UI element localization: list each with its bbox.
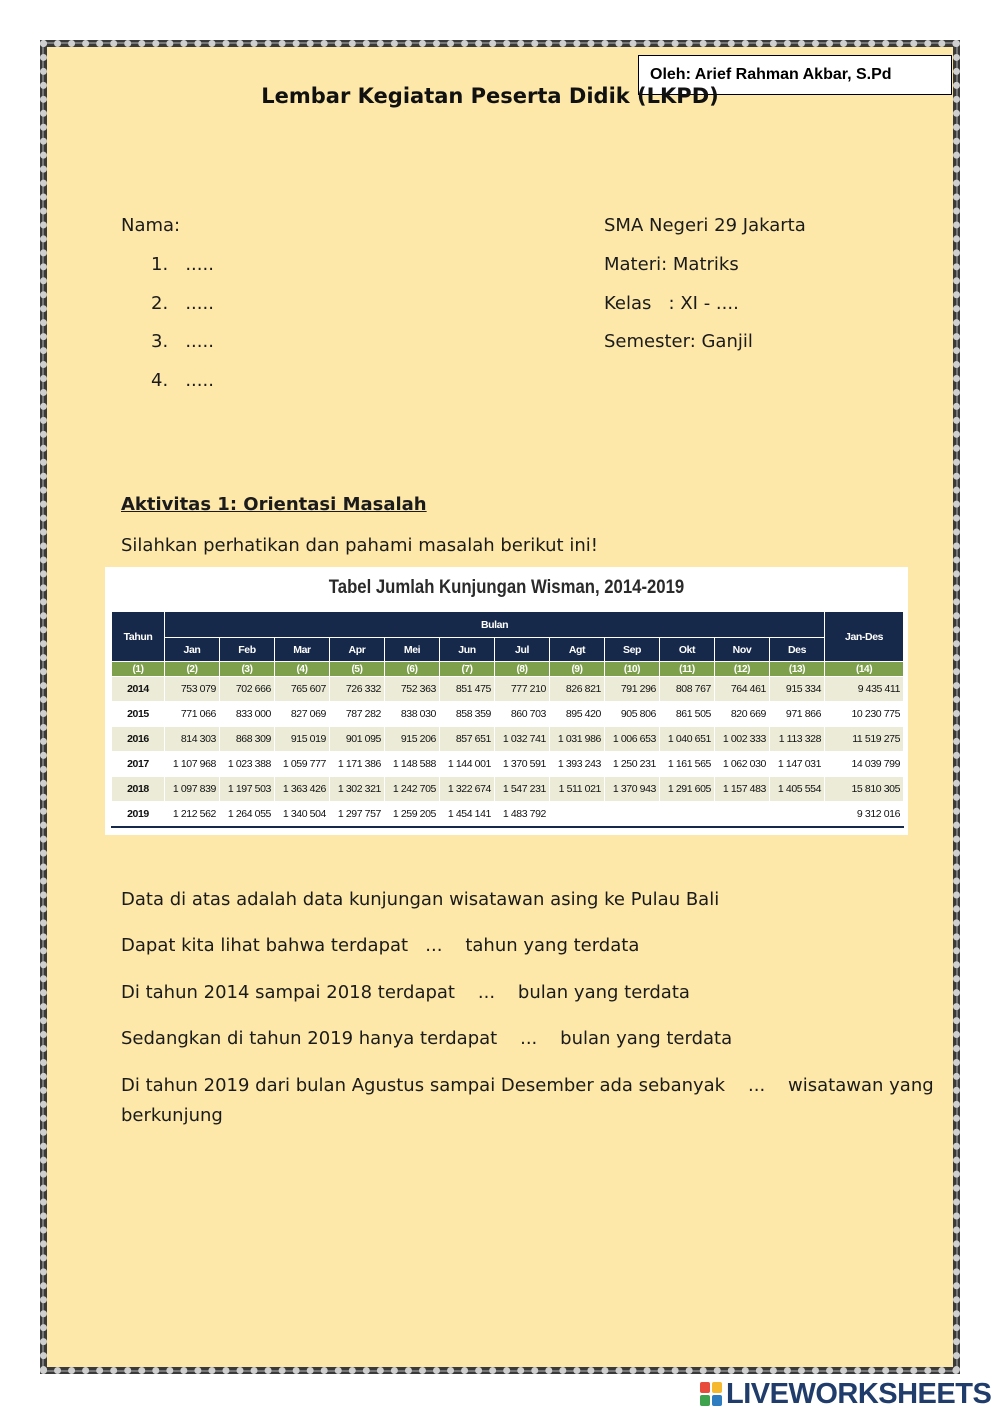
column-number: (10) xyxy=(605,662,660,677)
value-cell: 1 370 591 xyxy=(495,752,550,777)
value-cell: 838 030 xyxy=(385,702,440,727)
total-cell: 15 810 305 xyxy=(825,777,904,802)
name-line-2: 2. ..... xyxy=(151,293,214,314)
value-cell: 1 370 943 xyxy=(605,777,660,802)
header-month: Feb xyxy=(220,638,275,662)
value-cell: 1 113 328 xyxy=(770,727,825,752)
header-month: Apr xyxy=(330,638,385,662)
value-cell: 787 282 xyxy=(330,702,385,727)
header-month: Mar xyxy=(275,638,330,662)
value-cell: 1 511 021 xyxy=(550,777,605,802)
total-cell: 10 230 775 xyxy=(825,702,904,727)
value-cell: 915 206 xyxy=(385,727,440,752)
value-cell: 1 147 031 xyxy=(770,752,825,777)
value-cell xyxy=(605,802,660,828)
value-cell: 1 006 653 xyxy=(605,727,660,752)
column-number: (2) xyxy=(165,662,220,677)
total-cell: 9 312 016 xyxy=(825,802,904,828)
value-cell: 1 023 388 xyxy=(220,752,275,777)
year-cell: 2018 xyxy=(112,777,165,802)
table-row xyxy=(112,777,904,802)
column-number: (11) xyxy=(660,662,715,677)
value-cell: 765 607 xyxy=(275,677,330,702)
column-number: (4) xyxy=(275,662,330,677)
value-cell: 820 669 xyxy=(715,702,770,727)
column-number: (8) xyxy=(495,662,550,677)
value-cell: 857 651 xyxy=(440,727,495,752)
school-name: SMA Negeri 29 Jakarta xyxy=(604,215,806,236)
table-row xyxy=(112,752,904,777)
activity-title: Aktivitas 1: Orientasi Masalah xyxy=(121,494,427,515)
column-number: (3) xyxy=(220,662,275,677)
tourist-visit-table xyxy=(105,567,908,835)
visit-data-table xyxy=(111,611,904,828)
value-cell xyxy=(660,802,715,828)
materi: Materi: Matriks xyxy=(604,254,739,275)
author-box: Oleh: Arief Rahman Akbar, S.Pd xyxy=(638,55,952,95)
liveworksheets-wordmark: LIVEWORKSHEETS xyxy=(726,1377,992,1410)
question-4-line-2: berkunjung xyxy=(121,1105,223,1126)
value-cell: 827 069 xyxy=(275,702,330,727)
question-4-line-1: Di tahun 2019 dari bulan Agustus sampai Desember ada sebanyak ... wisatawan yang xyxy=(121,1075,934,1096)
semester: Semester: Ganjil xyxy=(604,331,753,352)
column-number: (7) xyxy=(440,662,495,677)
value-cell: 764 461 xyxy=(715,677,770,702)
header-month: Okt xyxy=(660,638,715,662)
value-cell: 1 148 588 xyxy=(385,752,440,777)
value-cell: 808 767 xyxy=(660,677,715,702)
column-number: (5) xyxy=(330,662,385,677)
value-cell: 1 002 333 xyxy=(715,727,770,752)
header-month: Nov xyxy=(715,638,770,662)
column-number: (13) xyxy=(770,662,825,677)
value-cell: 861 505 xyxy=(660,702,715,727)
value-cell: 868 309 xyxy=(220,727,275,752)
header-month: Mei xyxy=(385,638,440,662)
value-cell: 1 259 205 xyxy=(385,802,440,828)
table-row xyxy=(112,677,904,702)
year-cell: 2017 xyxy=(112,752,165,777)
table-row xyxy=(112,802,904,828)
header-total: Jan-Des xyxy=(825,612,904,662)
value-cell: 753 079 xyxy=(165,677,220,702)
value-cell: 777 210 xyxy=(495,677,550,702)
name-line-4: 4. ..... xyxy=(151,370,214,391)
table-title: Tabel Jumlah Kunjungan Wisman, 2014-2019 xyxy=(328,577,685,598)
value-cell xyxy=(770,802,825,828)
value-cell: 1 322 674 xyxy=(440,777,495,802)
value-cell: 814 303 xyxy=(165,727,220,752)
value-cell: 1 483 792 xyxy=(495,802,550,828)
value-cell: 791 296 xyxy=(605,677,660,702)
column-number-row xyxy=(112,662,904,677)
header-month: Sep xyxy=(605,638,660,662)
value-cell: 1 107 968 xyxy=(165,752,220,777)
value-cell xyxy=(715,802,770,828)
header-month: Agt xyxy=(550,638,605,662)
instruction: Silahkan perhatikan dan pahami masalah berikut ini! xyxy=(121,535,598,556)
value-cell: 901 095 xyxy=(330,727,385,752)
kelas: Kelas : XI - .... xyxy=(604,293,739,314)
value-cell: 858 359 xyxy=(440,702,495,727)
year-cell: 2015 xyxy=(112,702,165,727)
year-cell: 2014 xyxy=(112,677,165,702)
value-cell: 1 340 504 xyxy=(275,802,330,828)
worksheet-title: Lembar Kegiatan Peserta Didik (LKPD) xyxy=(261,84,719,108)
column-number: (6) xyxy=(385,662,440,677)
value-cell: 1 393 243 xyxy=(550,752,605,777)
value-cell: 905 806 xyxy=(605,702,660,727)
question-intro: Data di atas adalah data kunjungan wisatawan asing ke Pulau Bali xyxy=(121,889,720,910)
value-cell: 915 334 xyxy=(770,677,825,702)
name-line-1: 1. ..... xyxy=(151,254,214,275)
value-cell: 1 291 605 xyxy=(660,777,715,802)
value-cell: 726 332 xyxy=(330,677,385,702)
header-tahun: Tahun xyxy=(112,612,165,662)
value-cell: 1 062 030 xyxy=(715,752,770,777)
column-number: (9) xyxy=(550,662,605,677)
value-cell: 1 405 554 xyxy=(770,777,825,802)
value-cell: 826 821 xyxy=(550,677,605,702)
value-cell: 1 264 055 xyxy=(220,802,275,828)
value-cell: 1 157 483 xyxy=(715,777,770,802)
value-cell: 1 171 386 xyxy=(330,752,385,777)
value-cell: 833 000 xyxy=(220,702,275,727)
value-cell: 1 297 757 xyxy=(330,802,385,828)
total-cell: 11 519 275 xyxy=(825,727,904,752)
liveworksheets-logo xyxy=(700,1378,991,1410)
header-bulan: Bulan xyxy=(165,612,825,638)
value-cell: 1 032 741 xyxy=(495,727,550,752)
value-cell: 915 019 xyxy=(275,727,330,752)
value-cell: 851 475 xyxy=(440,677,495,702)
header-month: Jul xyxy=(495,638,550,662)
year-cell: 2016 xyxy=(112,727,165,752)
value-cell: 1 031 986 xyxy=(550,727,605,752)
value-cell: 1 363 426 xyxy=(275,777,330,802)
value-cell: 1 212 562 xyxy=(165,802,220,828)
value-cell: 1 250 231 xyxy=(605,752,660,777)
total-cell: 9 435 411 xyxy=(825,677,904,702)
question-2: Di tahun 2014 sampai 2018 terdapat ... bulan yang terdata xyxy=(121,982,690,1003)
question-3: Sedangkan di tahun 2019 hanya terdapat ... bulan yang terdata xyxy=(121,1028,733,1049)
value-cell: 771 066 xyxy=(165,702,220,727)
value-cell: 1 097 839 xyxy=(165,777,220,802)
value-cell: 702 666 xyxy=(220,677,275,702)
value-cell: 1 197 503 xyxy=(220,777,275,802)
header-month: Des xyxy=(770,638,825,662)
value-cell: 1 302 321 xyxy=(330,777,385,802)
header-month: Jan xyxy=(165,638,220,662)
value-cell: 895 420 xyxy=(550,702,605,727)
table-row xyxy=(112,702,904,727)
table-row xyxy=(112,727,904,752)
value-cell xyxy=(550,802,605,828)
total-cell: 14 039 799 xyxy=(825,752,904,777)
question-1: Dapat kita lihat bahwa terdapat ... tahun yang terdata xyxy=(121,935,640,956)
value-cell: 1 454 141 xyxy=(440,802,495,828)
column-number: (1) xyxy=(112,662,165,677)
value-cell: 1 040 651 xyxy=(660,727,715,752)
name-line-3: 3. ..... xyxy=(151,331,214,352)
column-number: (14) xyxy=(825,662,904,677)
value-cell: 1 242 705 xyxy=(385,777,440,802)
value-cell: 752 363 xyxy=(385,677,440,702)
value-cell: 1 144 001 xyxy=(440,752,495,777)
nama-label: Nama: xyxy=(121,215,181,236)
year-cell: 2019 xyxy=(112,802,165,828)
value-cell: 1 547 231 xyxy=(495,777,550,802)
value-cell: 860 703 xyxy=(495,702,550,727)
header-month: Jun xyxy=(440,638,495,662)
liveworksheets-icon xyxy=(700,1382,722,1406)
value-cell: 971 866 xyxy=(770,702,825,727)
value-cell: 1 059 777 xyxy=(275,752,330,777)
value-cell: 1 161 565 xyxy=(660,752,715,777)
column-number: (12) xyxy=(715,662,770,677)
